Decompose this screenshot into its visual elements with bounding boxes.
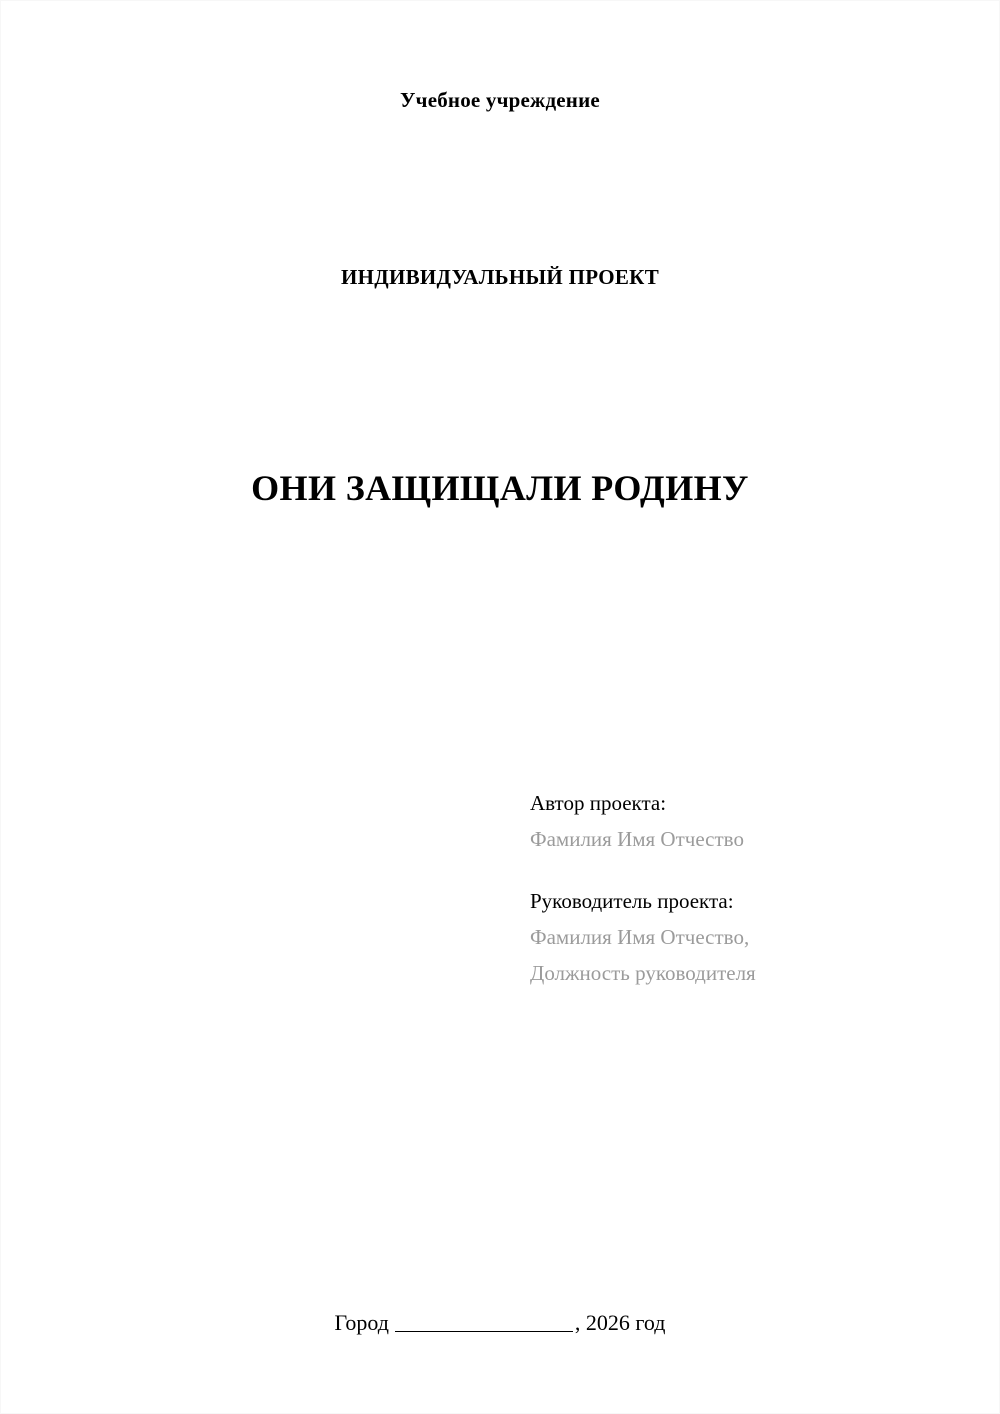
author-group bbox=[530, 785, 930, 857]
supervisor-group bbox=[530, 883, 930, 991]
city-label: Город bbox=[334, 1310, 389, 1335]
page-title: ОНИ ЗАЩИЩАЛИ РОДИНУ bbox=[251, 468, 749, 509]
supervisor-value-line-2: Должность руководителя bbox=[530, 961, 756, 986]
author-label: Автор проекта: bbox=[530, 791, 667, 815]
document-type: ИНДИВИДУАЛЬНЫЙ ПРОЕКТ bbox=[340, 265, 660, 289]
year-text: , 2026 год bbox=[574, 1310, 666, 1335]
institution-name: Учебное учреждение bbox=[400, 88, 600, 112]
supervisor-value-line-1: Фамилия Имя Отчество, bbox=[530, 925, 750, 950]
supervisor-label: Руководитель проекта: bbox=[530, 889, 734, 914]
city-blank-line bbox=[395, 1331, 573, 1332]
signature-block bbox=[530, 785, 930, 992]
author-value: Фамилия Имя Отчество bbox=[530, 827, 744, 852]
footer bbox=[0, 1310, 1000, 1336]
